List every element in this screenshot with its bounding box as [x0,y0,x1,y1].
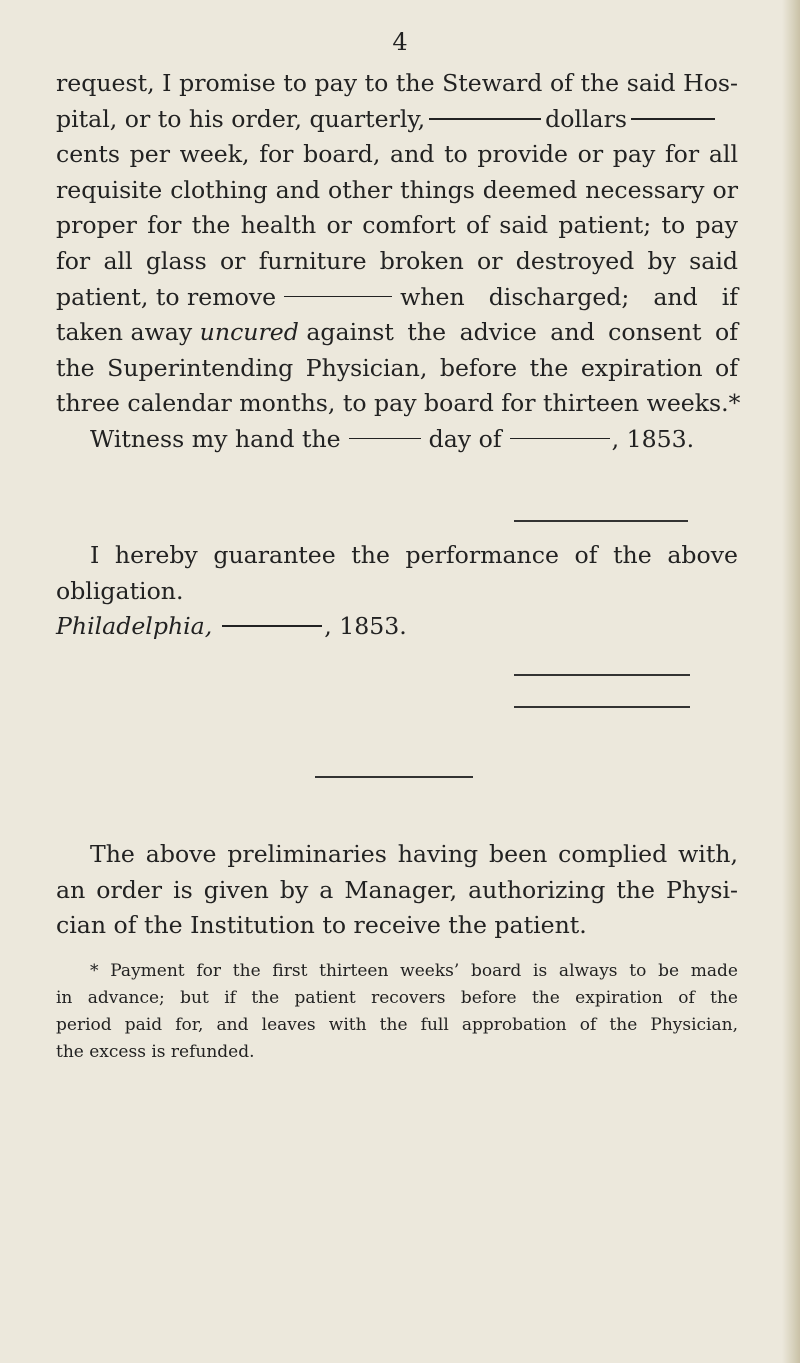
footnote-line: period paid for, and leaves with the full approbation of the Physician, [56,1015,738,1035]
text-line: for all glass or furniture broken or destroyed by said [56,246,738,275]
place-name: Philadelphia, [56,612,213,641]
text-line [56,315,738,351]
preliminaries-paragraph [56,837,738,944]
text-line [56,102,738,138]
page-number: 4 [392,28,408,56]
blank-line [429,118,541,120]
text-fragment: when discharged; and if [400,282,738,311]
section-divider [315,776,473,778]
blank-line [631,118,715,120]
text-fragment: patient, to remove [56,282,277,311]
blank-line [222,625,322,627]
text-fragment: taken away [56,318,193,347]
footnote-line: in advance; but if the patient recovers before the expiration of the [56,988,738,1008]
text-line: request, I promise to pay to the Steward of the said Hos- [56,69,738,97]
text-fragment: , 1853. [324,612,407,641]
text-line: obligation. [56,576,184,605]
signature-rule [514,706,690,708]
text-line: an order is given by a Manager, authorizing the Physi- [56,875,738,904]
blank-line [284,296,392,298]
text-fragment: Witness my hand the [90,424,341,453]
text-line: requisite clothing and other things deemed necessary or [56,175,738,204]
blank-line [349,438,421,440]
text-line: proper for the health or comfort of said patient; to pay [56,211,738,240]
italic-word: uncured [199,318,299,347]
text-line: cian of the Institution to receive the patient. [56,911,587,940]
text-fragment: , 1853. [611,424,695,453]
footnote [56,958,738,1066]
text-line: cents per week, for board, and to provide or pay for all [56,140,738,169]
text-fragment: pital, or to his order, quarterly, [56,104,426,133]
text-line [56,280,738,316]
footnote-line: the excess is refunded. [56,1042,255,1062]
blank-line [510,438,610,440]
text-line: three calendar months, to pay board for thirteen weeks.* [56,389,741,418]
text-fragment: against the advice and consent of [306,318,738,347]
footnote-line: * Payment for the first thirteen weeks’ board is always to be made [90,961,738,981]
signature-rule [514,520,688,522]
signature-rule [514,674,690,676]
text-line: The above preliminaries having been complied with, [90,840,738,868]
date-line [56,609,738,645]
page-edge-shadow [782,0,800,1363]
text-line: I hereby guarantee the performance of the above [90,541,738,569]
text-line: the Superintending Physician, before the expiration of [56,353,738,382]
text-fragment: day of [428,424,502,453]
guarantee-block [56,538,738,645]
obligation-paragraph [56,66,741,458]
text-fragment: dollars [545,104,627,133]
witness-line [56,422,738,458]
